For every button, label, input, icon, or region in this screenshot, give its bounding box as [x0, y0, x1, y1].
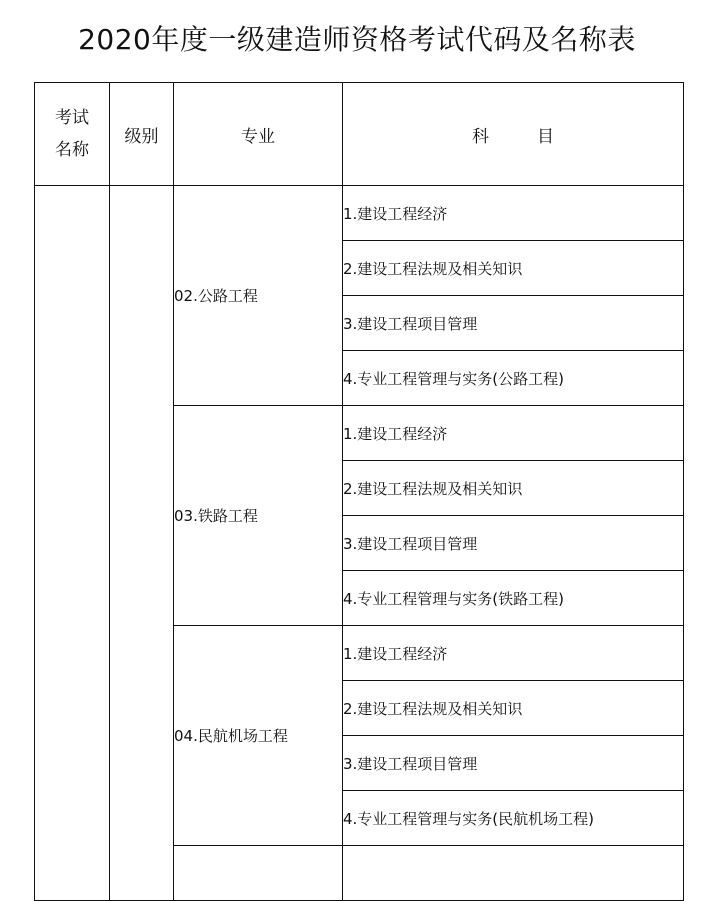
subject-cell: 2.建设工程法规及相关知识 [343, 681, 684, 736]
subject-cell: 4.专业工程管理与实务(铁路工程) [343, 571, 684, 626]
header-row [35, 83, 684, 186]
subject-cell: 3.建设工程项目管理 [343, 736, 684, 791]
header-exam-name-line1: 考试 [55, 108, 89, 128]
header-major: 专业 [174, 83, 343, 186]
subject-cell: 2.建设工程法规及相关知识 [343, 241, 684, 296]
major-cell: 04.民航机场工程 [174, 626, 343, 846]
header-exam-name-line2: 名称 [55, 140, 89, 160]
subject-cell: 4.专业工程管理与实务(公路工程) [343, 351, 684, 406]
header-level: 级别 [110, 83, 174, 186]
header-subject-part2: 目 [537, 126, 554, 147]
header-subject-part1: 科 [472, 126, 489, 147]
subject-cell: 3.建设工程项目管理 [343, 296, 684, 351]
subject-cell: 1.建设工程经济 [343, 626, 684, 681]
major-cell: 03.铁路工程 [174, 406, 343, 626]
subject-cell: 3.建设工程项目管理 [343, 516, 684, 571]
subject-cell: 1.建设工程经济 [343, 406, 684, 461]
subject-cell: 2.建设工程法规及相关知识 [343, 461, 684, 516]
subject-cell: 4.专业工程管理与实务(民航机场工程) [343, 791, 684, 846]
level-cell [110, 186, 174, 901]
header-exam-name [35, 83, 110, 186]
exam-name-cell [35, 186, 110, 901]
major-cell-empty [174, 846, 343, 901]
subject-cell: 1.建设工程经济 [343, 186, 684, 241]
page-title: 2020年度一级建造师资格考试代码及名称表 [78, 23, 636, 56]
header-subject [343, 83, 684, 186]
subject-cell-empty [343, 846, 684, 901]
exam-code-table [34, 82, 684, 901]
table-row [35, 186, 684, 241]
major-cell: 02.公路工程 [174, 186, 343, 406]
